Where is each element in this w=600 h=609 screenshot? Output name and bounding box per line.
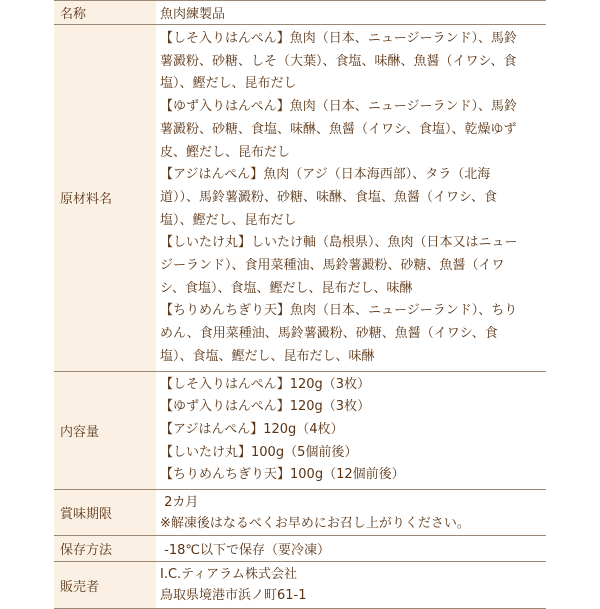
ingredients-line: 皮、鰹だし、昆布だし bbox=[160, 144, 291, 160]
seller-label: 販売者 bbox=[54, 562, 156, 609]
storage-label: 保存方法 bbox=[54, 536, 156, 562]
ingredients-line: 【しいたけ丸】しいたけ軸（島根県）、魚肉（日本又はニュー bbox=[160, 235, 518, 251]
ingredients-line: めん、食用菜種油、馬鈴薯澱粉、砂糖、魚醤（イワシ、食 bbox=[160, 326, 498, 342]
ingredients-line: シ、食塩）、食塩、鰹だし、昆布だし、味醂 bbox=[160, 280, 413, 296]
shelf-life-label: 賞味期限 bbox=[54, 490, 156, 536]
seller-address: 鳥取県境港市浜ノ町61-1 bbox=[160, 588, 307, 604]
shelf-life-value bbox=[156, 490, 546, 536]
ingredients-line: 【しそ入りはんぺん】魚肉（日本、ニュージーランド）、馬鈴 bbox=[160, 31, 517, 46]
content-label: 内容量 bbox=[54, 371, 156, 490]
row-storage bbox=[54, 536, 546, 562]
product-spec-table bbox=[54, 0, 546, 609]
row-ingredients bbox=[54, 25, 546, 372]
ingredients-line: 塩）、鰹だし、昆布だし bbox=[160, 76, 297, 92]
ingredients-value bbox=[156, 25, 546, 372]
ingredients-line: 塩）、食塩、鰹だし、昆布だし、味醂 bbox=[160, 348, 375, 364]
content-value bbox=[156, 371, 546, 490]
product-spec-frame bbox=[54, 0, 546, 604]
ingredients-line: 【ゆず入りはんぺん】魚肉（日本、ニュージーランド）、馬鈴 bbox=[160, 99, 517, 115]
shelf-life-period: 2カ月 bbox=[160, 494, 199, 510]
ingredients-label: 原材料名 bbox=[54, 25, 156, 372]
content-line: 【アジはんぺん】120g（4枚） bbox=[160, 421, 344, 437]
ingredients-line: 道））、馬鈴薯澱粉、砂糖、味醂、食塩、魚醤（イワシ、食 bbox=[160, 189, 497, 205]
row-content bbox=[54, 371, 546, 490]
name-label: 名称 bbox=[54, 1, 156, 25]
content-line: 【しそ入りはんぺん】120g（3枚） bbox=[160, 376, 371, 392]
seller-company: I.C.ティアラム株式会社 bbox=[160, 567, 298, 583]
row-shelf-life bbox=[54, 490, 546, 536]
ingredients-line: 薯澱粉、砂糖、食塩、味醂、魚醤（イワシ、食塩）、乾燥ゆず bbox=[160, 121, 517, 137]
shelf-life-note: ※解凍後はなるべくお早めにお召し上がりください。 bbox=[160, 515, 470, 531]
name-value: 魚肉練製品 bbox=[156, 1, 546, 25]
ingredients-line: 塩）、鰹だし、昆布だし bbox=[160, 212, 297, 228]
content-line: 【しいたけ丸】100g（5個前後） bbox=[160, 444, 358, 460]
row-name bbox=[54, 1, 546, 25]
row-seller bbox=[54, 562, 546, 609]
ingredients-line: 【ちりめんちぎり天】魚肉（日本、ニュージーランド）、ちり bbox=[160, 303, 518, 319]
seller-value bbox=[156, 562, 546, 609]
storage-value: -18℃以下で保存（要冷凍） bbox=[156, 536, 546, 562]
ingredients-line: ジーランド）、食用菜種油、馬鈴薯澱粉、砂糖、魚醤（イワ bbox=[160, 258, 505, 274]
ingredients-line: 【アジはんぺん】魚肉（アジ（日本海西部）、タラ（北海 bbox=[160, 167, 491, 183]
content-line: 【ちりめんちぎり天】100g（12個前後） bbox=[160, 467, 405, 483]
ingredients-line: 薯澱粉、砂糖、しそ（大葉）、食塩、味醂、魚醤（イワシ、食 bbox=[160, 53, 517, 69]
content-line: 【ゆず入りはんぺん】120g（3枚） bbox=[160, 399, 371, 415]
